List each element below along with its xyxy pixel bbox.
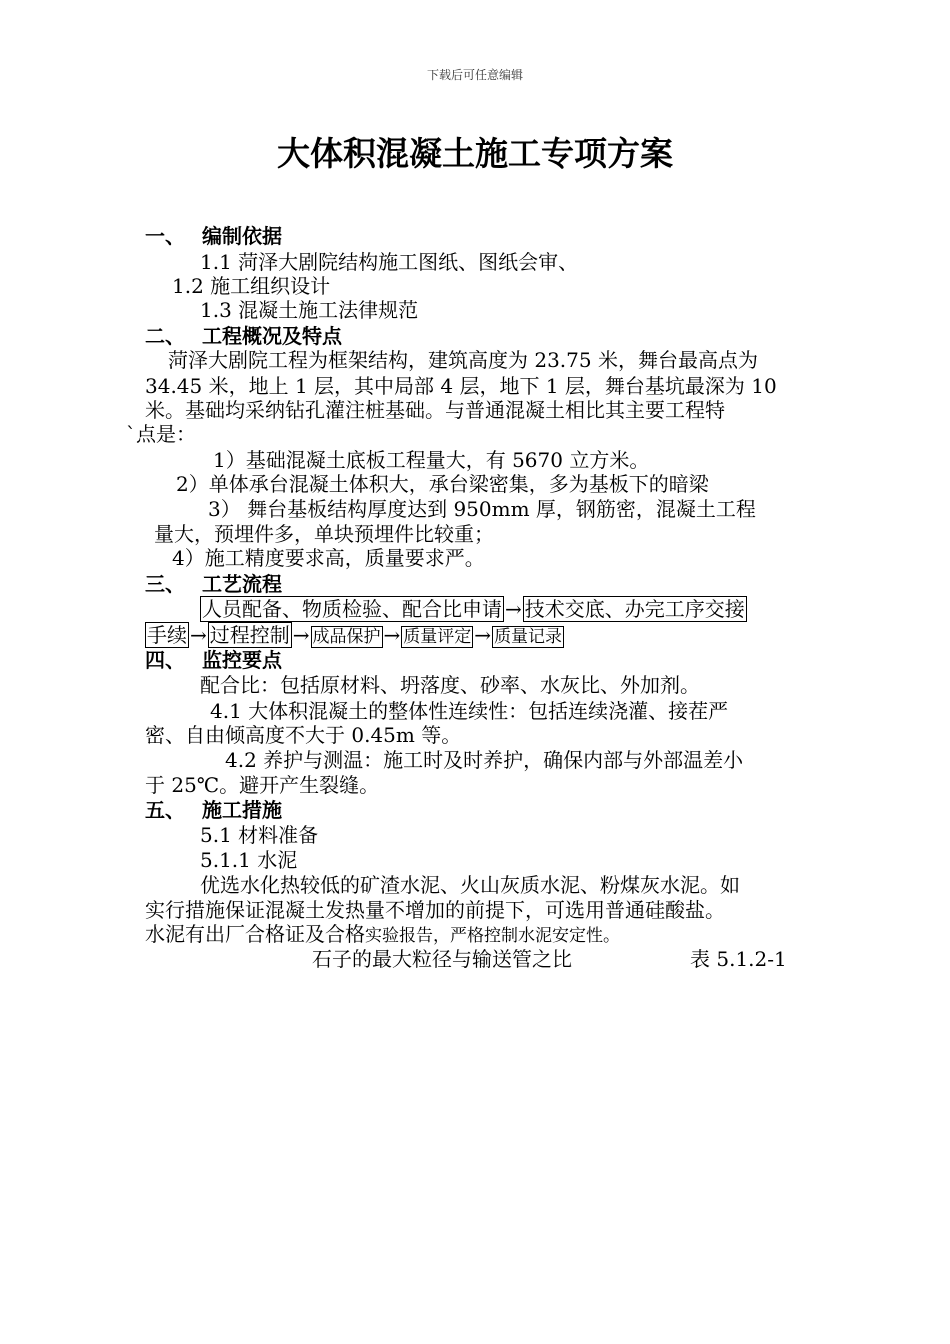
overview-line: 米。基础均采纳钻孔灌注桩基础。与普通混凝土相比其主要工程特: [145, 398, 725, 422]
section-heading-2: [145, 324, 342, 348]
section-number: 四、: [145, 648, 185, 672]
basis-item: 1.3 混凝土施工法律规范: [200, 298, 419, 322]
monitor-line: 4.1 大体积混凝土的整体性连续性：包括连续浇灌、接茬严: [210, 699, 729, 723]
section-title: 监控要点: [202, 648, 282, 672]
flow-line-1: [200, 597, 747, 621]
overview-item: 3） 舞台基板结构厚度达到 950mm 厚，钢筋密，混凝土工程: [208, 497, 756, 521]
overview-line: 菏泽大剧院工程为框架结构，建筑高度为 23.75 米，舞台最高点为: [168, 348, 758, 372]
measures-line: 实行措施保证混凝土发热量不增加的前提下，可选用普通硅酸盐。: [145, 898, 725, 922]
arrow-icon: →: [292, 623, 310, 647]
overview-item: 1）基础混凝土底板工程量大，有 5670 立方米。: [213, 448, 650, 472]
flow-line-2: [145, 623, 564, 649]
flow-step-box: 过程控制: [209, 623, 290, 647]
flow-step-box: 人员配备、物质检验、配合比申请: [202, 597, 502, 621]
overview-line: 34.45 米，地上 1 层，其中局部 4 层，地下 1 层，舞台基坑最深为 10: [145, 374, 777, 398]
section-number: 三、: [145, 572, 185, 596]
bullet-mark: `: [126, 422, 136, 446]
table-caption: 石子的最大粒径与输送管之比: [312, 947, 572, 971]
measures-line-wrap: [145, 922, 620, 948]
monitor-line: 于 25℃。避开产生裂缝。: [145, 773, 380, 797]
header-note: 下载后可任意编辑: [426, 68, 523, 82]
arrow-icon: →: [383, 623, 401, 647]
flow-step-box: 成品保护: [312, 627, 381, 647]
overview-item: 4）施工精度要求高，质量要求严。: [172, 546, 485, 570]
monitor-line: 配合比：包括原材料、坍落度、砂率、水灰比、外加剂。: [200, 673, 700, 697]
section-heading-3: [145, 572, 282, 596]
flow-step-box: 质量记录: [494, 627, 563, 647]
page-title: 大体积混凝土施工专项方案: [277, 134, 673, 173]
flow-step-box: 质量评定: [403, 627, 472, 647]
subsection-title: 5.1 材料准备: [200, 823, 319, 847]
overview-item: 2）单体承台混凝土体积大，承台梁密集，多为基板下的暗梁: [176, 472, 709, 496]
monitor-line: 密、自由倾高度不大于 0.45m 等。: [145, 723, 462, 747]
arrow-icon: →: [190, 623, 207, 647]
measures-line-tail: 实验报告，严格控制水泥安定性。: [365, 926, 620, 946]
flow-step-box: 技术交底、办完工序交接: [524, 597, 745, 621]
section-heading-1: [145, 224, 282, 248]
arrow-icon: →: [474, 623, 492, 647]
overview-line-wrap: [126, 422, 196, 446]
section-title: 施工措施: [202, 798, 282, 822]
monitor-line: 4.2 养护与测温：施工时及时养护，确保内部与外部温差小: [225, 748, 744, 772]
section-title: 工程概况及特点: [202, 324, 342, 348]
section-heading-4: [145, 648, 282, 672]
flow-step-box: 手续: [147, 623, 187, 647]
section-number: 二、: [145, 324, 185, 348]
section-heading-5: [145, 798, 282, 822]
subsection-title: 5.1.1 水泥: [200, 848, 298, 872]
overview-line: 点是：: [136, 422, 196, 446]
section-title: 编制依据: [202, 224, 282, 248]
basis-item: 1.2 施工组织设计: [172, 274, 331, 298]
basis-item: 1.1 菏泽大剧院结构施工图纸、图纸会审、: [200, 250, 579, 274]
overview-item: 量大，预埋件多，单块预埋件比较重；: [154, 522, 494, 546]
section-number: 五、: [145, 798, 185, 822]
arrow-icon: →: [505, 597, 522, 621]
measures-line: 优选水化热较低的矿渣水泥、火山灰质水泥、粉煤灰水泥。如: [200, 873, 740, 897]
section-number: 一、: [145, 224, 185, 248]
section-title: 工艺流程: [202, 572, 282, 596]
measures-line: 水泥有出厂合格证及合格: [145, 922, 365, 946]
table-number: 表 5.1.2-1: [690, 947, 787, 971]
